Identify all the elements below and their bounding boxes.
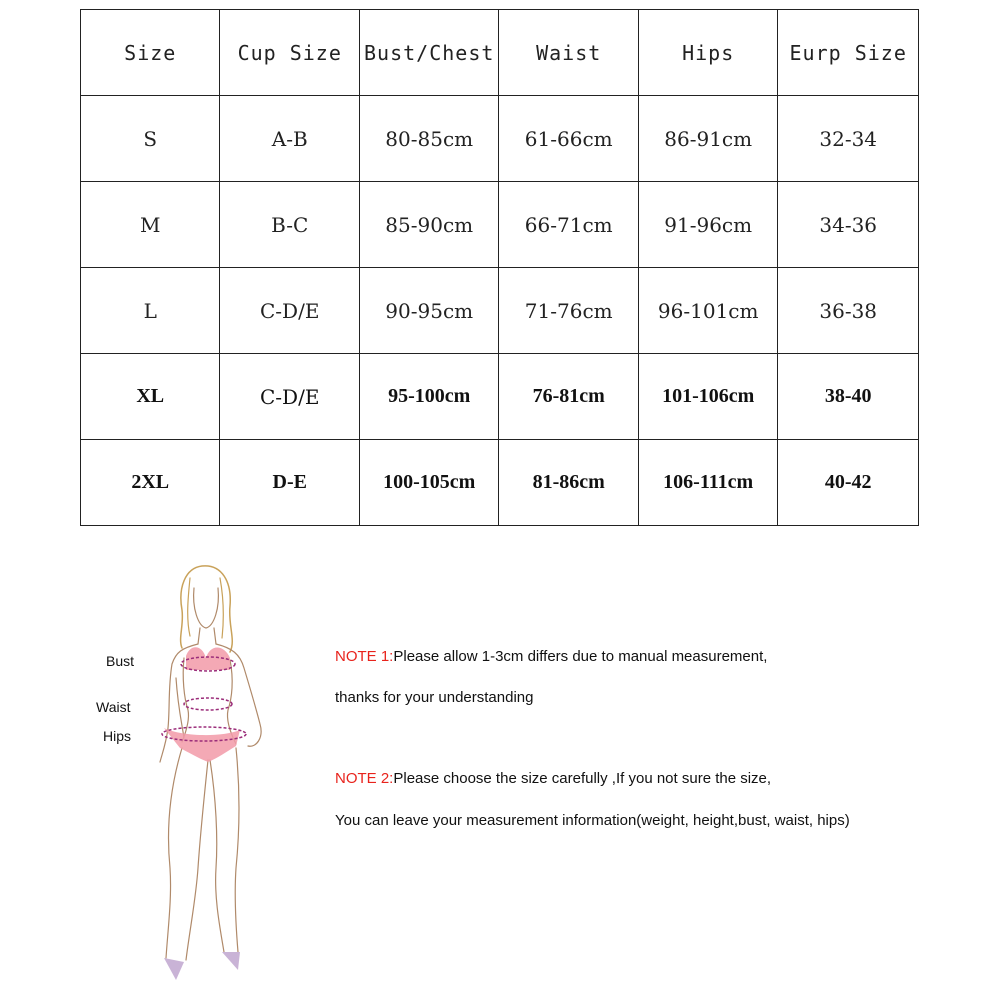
waist-label: Waist bbox=[96, 699, 131, 715]
table-cell: 32-34 bbox=[778, 96, 919, 182]
note-1-continued bbox=[335, 689, 533, 706]
note-text: You can leave your measurement information(weight, height,bust, waist, hips) bbox=[335, 812, 850, 829]
table-row bbox=[81, 182, 919, 268]
header-cell: Hips bbox=[638, 10, 777, 96]
table-cell: 61-66cm bbox=[499, 96, 638, 182]
table-cell: 101-106cm bbox=[638, 354, 777, 440]
table-header-row bbox=[81, 10, 919, 96]
table-cell: 76-81cm bbox=[499, 354, 638, 440]
table-cell: 40-42 bbox=[778, 440, 919, 526]
note-1 bbox=[335, 648, 767, 665]
table-cell: 71-76cm bbox=[499, 268, 638, 354]
table-cell: 34-36 bbox=[778, 182, 919, 268]
header-cell: Cup Size bbox=[220, 10, 359, 96]
table-cell: D-E bbox=[220, 440, 359, 526]
note-tag: NOTE 2: bbox=[335, 770, 394, 787]
size-chart-table bbox=[80, 9, 919, 526]
briefs-shape bbox=[164, 728, 240, 762]
table-cell: 80-85cm bbox=[359, 96, 498, 182]
table-cell: 95-100cm bbox=[359, 354, 498, 440]
table-cell: A-B bbox=[220, 96, 359, 182]
table-cell: 106-111cm bbox=[638, 440, 777, 526]
woman-figure-illustration bbox=[90, 548, 330, 993]
table-cell: 91-96cm bbox=[638, 182, 777, 268]
table-cell: C-D/E bbox=[220, 354, 359, 440]
table-cell: 81-86cm bbox=[499, 440, 638, 526]
note-2-continued bbox=[335, 812, 850, 829]
note-text: thanks for your understanding bbox=[335, 689, 534, 706]
table-cell: 66-71cm bbox=[499, 182, 638, 268]
table-row bbox=[81, 268, 919, 354]
table-cell: 36-38 bbox=[778, 268, 919, 354]
note-text: Please choose the size carefully ,If you not sure the size, bbox=[393, 770, 772, 787]
table-cell: M bbox=[81, 182, 220, 268]
table-cell: 96-101cm bbox=[638, 268, 777, 354]
table-cell: 2XL bbox=[81, 440, 220, 526]
table-cell: XL bbox=[81, 354, 220, 440]
waist-measure-line bbox=[184, 698, 232, 710]
hips-label: Hips bbox=[103, 728, 132, 744]
table-cell: C-D/E bbox=[220, 268, 359, 354]
header-cell: Waist bbox=[499, 10, 638, 96]
table-cell: 85-90cm bbox=[359, 182, 498, 268]
table-cell: B-C bbox=[220, 182, 359, 268]
shoe-left bbox=[164, 958, 184, 980]
note-text: Please allow 1-3cm differs due to manual measurement, bbox=[393, 648, 768, 665]
note-tag: NOTE 1: bbox=[335, 648, 394, 665]
table-cell: 86-91cm bbox=[638, 96, 777, 182]
body-measurement-figure bbox=[90, 548, 330, 993]
table-cell: 38-40 bbox=[778, 354, 919, 440]
table-row bbox=[81, 354, 919, 440]
header-cell: Size bbox=[81, 10, 220, 96]
header-cell: Eurp Size bbox=[778, 10, 919, 96]
table-cell: S bbox=[81, 96, 220, 182]
table-row bbox=[81, 440, 919, 526]
table-row bbox=[81, 96, 919, 182]
table-cell: 100-105cm bbox=[359, 440, 498, 526]
header-cell: Bust/Chest bbox=[359, 10, 498, 96]
shoe-right bbox=[222, 952, 240, 970]
table-cell: L bbox=[81, 268, 220, 354]
bust-label: Bust bbox=[106, 653, 135, 669]
table-cell: 90-95cm bbox=[359, 268, 498, 354]
note-2 bbox=[335, 770, 771, 787]
